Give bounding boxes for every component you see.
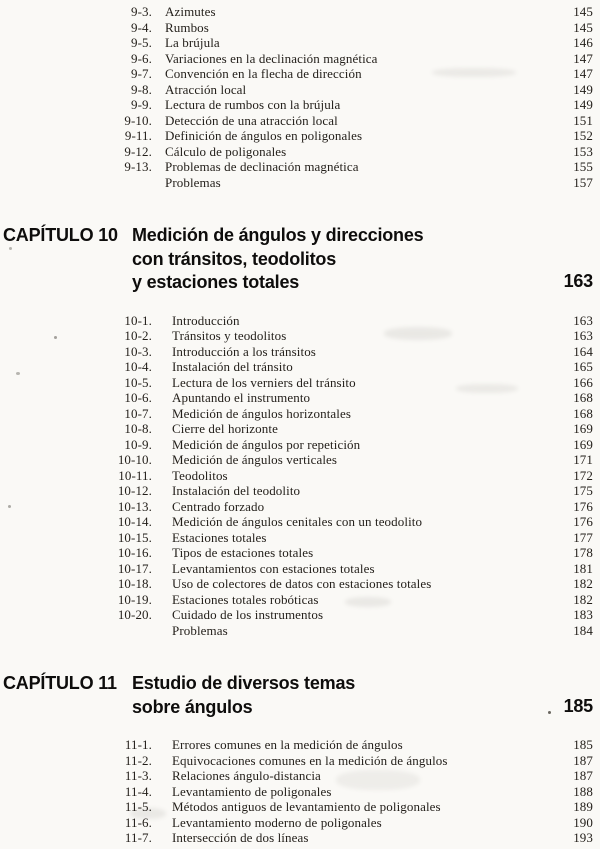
chapter-heading bbox=[0, 224, 600, 295]
section-page-number: 182 bbox=[573, 576, 593, 591]
section-page-number: 171 bbox=[573, 452, 593, 467]
section-title: Centrado forzado bbox=[172, 498, 265, 514]
toc-entry bbox=[0, 359, 600, 375]
toc-entry bbox=[0, 830, 600, 846]
chapter-label: CAPÍTULO 10 bbox=[3, 225, 118, 245]
chapter bbox=[0, 224, 600, 638]
section-title: Estaciones totales bbox=[172, 529, 267, 545]
toc-entry bbox=[0, 799, 600, 815]
toc-entry bbox=[0, 35, 600, 51]
toc-entry bbox=[0, 530, 600, 546]
section-title: La brújula bbox=[165, 35, 220, 50]
section-page-number: 149 bbox=[573, 97, 593, 112]
section-number: 9-12. bbox=[124, 143, 152, 159]
section-number: 10-3. bbox=[124, 343, 152, 359]
toc-entry bbox=[0, 483, 600, 499]
section-page-number: 145 bbox=[573, 19, 593, 35]
section-page-number: 157 bbox=[573, 174, 593, 190]
toc-entry bbox=[0, 390, 600, 406]
section-title: Rumbos bbox=[165, 19, 209, 35]
section-number: 10-16. bbox=[117, 545, 152, 560]
toc-entry bbox=[0, 82, 600, 98]
toc-entry bbox=[0, 452, 600, 468]
section-number: 9-11. bbox=[124, 128, 152, 143]
section-number: 11-4. bbox=[124, 783, 152, 799]
section-title: Detección de una atracción local bbox=[165, 112, 338, 128]
toc-entry bbox=[0, 20, 600, 36]
section-number: 9-5. bbox=[131, 35, 152, 50]
section-title: Problemas bbox=[172, 622, 228, 638]
section-page-number: 147 bbox=[573, 50, 593, 66]
section-number: 9-8. bbox=[131, 81, 152, 97]
section-title: Variaciones en la declinación magnética bbox=[165, 50, 378, 66]
section-title: Apuntando el instrumento bbox=[172, 390, 311, 405]
section-page-number: 149 bbox=[573, 81, 593, 97]
section-title: Cuidado de los instrumentos bbox=[172, 607, 324, 622]
section-number: 9-4. bbox=[131, 19, 152, 35]
section-page-number: 190 bbox=[573, 814, 593, 830]
chapter-title-line: Medición de ángulos y direcciones bbox=[132, 225, 424, 245]
section-list bbox=[0, 313, 600, 639]
section-page-number: 193 bbox=[573, 830, 593, 845]
toc-entry bbox=[0, 437, 600, 453]
section-number: 10-13. bbox=[117, 498, 152, 514]
section-page-number: 145 bbox=[573, 4, 593, 19]
chapter-title-line: con tránsitos, teodolitos bbox=[132, 248, 337, 269]
section-number: 10-19. bbox=[117, 591, 152, 607]
toc-entry bbox=[0, 737, 600, 753]
toc-entry bbox=[0, 328, 600, 344]
section-title: Levantamientos con estaciones totales bbox=[172, 560, 375, 576]
section-number: 11-6. bbox=[124, 814, 152, 830]
toc-entry bbox=[0, 623, 600, 639]
toc-entry bbox=[0, 753, 600, 769]
section-number: 9-7. bbox=[131, 66, 152, 81]
chapter-title bbox=[132, 672, 600, 719]
section-title: Métodos antiguos de levantamiento de poligonales bbox=[172, 799, 441, 814]
section-number: 10-12. bbox=[117, 483, 152, 498]
section-title: Lectura de rumbos con la brújula bbox=[165, 97, 341, 112]
section-title: Medición de ángulos por repetición bbox=[172, 436, 361, 452]
section-number: 10-6. bbox=[124, 390, 152, 405]
toc-entry bbox=[0, 514, 600, 530]
section-page-number: 183 bbox=[573, 607, 593, 622]
section-number: 10-2. bbox=[124, 328, 152, 343]
chapter-heading bbox=[0, 672, 600, 719]
section-page-number: 164 bbox=[573, 343, 593, 359]
section-title: Teodolitos bbox=[172, 467, 228, 483]
section-number: 9-6. bbox=[131, 50, 152, 66]
section-number: 10-1. bbox=[124, 312, 152, 328]
section-page-number: 153 bbox=[573, 143, 593, 159]
section-list bbox=[0, 737, 600, 846]
section-number: 10-7. bbox=[124, 405, 152, 421]
section-number: 11-7. bbox=[124, 830, 152, 845]
toc-entry bbox=[0, 66, 600, 82]
section-number: 11-5. bbox=[124, 799, 152, 814]
section-title: Lectura de los verniers del tránsito bbox=[172, 374, 356, 390]
section-title: Errores comunes en la medición de ángulos bbox=[172, 737, 403, 752]
section-title: Relaciones ángulo-distancia bbox=[172, 768, 321, 783]
section-list bbox=[0, 0, 600, 190]
section-title: Cálculo de poligonales bbox=[165, 143, 287, 159]
section-title: Cierre del horizonte bbox=[172, 421, 278, 436]
section-number: 10-11. bbox=[118, 467, 152, 483]
section-number: 10-17. bbox=[117, 560, 152, 576]
chapter bbox=[0, 0, 600, 190]
toc-entry bbox=[0, 97, 600, 113]
toc-entry bbox=[0, 815, 600, 831]
section-title: Levantamiento de poligonales bbox=[172, 783, 332, 799]
section-page-number: 178 bbox=[573, 545, 593, 560]
section-page-number: 184 bbox=[573, 622, 593, 638]
toc-entry bbox=[0, 545, 600, 561]
toc-entry bbox=[0, 421, 600, 437]
toc-entry bbox=[0, 607, 600, 623]
section-page-number: 166 bbox=[573, 374, 593, 390]
section-page-number: 187 bbox=[573, 768, 593, 783]
chapter-label: CAPÍTULO 11 bbox=[3, 673, 117, 693]
section-page-number: 188 bbox=[573, 783, 593, 799]
section-title: Problemas de declinación magnética bbox=[165, 159, 359, 174]
section-page-number: 155 bbox=[573, 159, 593, 174]
section-page-number: 147 bbox=[573, 66, 593, 81]
chapter-page-number: 185 bbox=[563, 695, 593, 716]
section-page-number: 172 bbox=[573, 467, 593, 483]
section-page-number: 176 bbox=[573, 498, 593, 514]
chapter-title bbox=[132, 224, 600, 295]
section-number: 9-9. bbox=[131, 97, 152, 112]
toc-entry bbox=[0, 144, 600, 160]
section-title: Introducción bbox=[172, 312, 240, 328]
toc-entry bbox=[0, 4, 600, 20]
section-title: Problemas bbox=[165, 174, 221, 190]
section-page-number: 175 bbox=[573, 483, 593, 498]
toc-entry bbox=[0, 499, 600, 515]
toc-entry bbox=[0, 784, 600, 800]
toc-entry bbox=[0, 313, 600, 329]
section-number: 10-4. bbox=[124, 359, 152, 374]
section-title: Tránsitos y teodolitos bbox=[172, 328, 287, 343]
chapter-title-line: sobre ángulos bbox=[132, 696, 253, 717]
toc-entry bbox=[0, 113, 600, 129]
toc-entry bbox=[0, 175, 600, 191]
section-title: Estaciones totales robóticas bbox=[172, 591, 319, 607]
section-page-number: 182 bbox=[573, 591, 593, 607]
section-page-number: 181 bbox=[573, 560, 593, 576]
section-page-number: 163 bbox=[573, 312, 593, 328]
section-number: 10-18. bbox=[117, 576, 152, 591]
toc-entry bbox=[0, 344, 600, 360]
section-number: 11-1. bbox=[124, 737, 152, 752]
section-page-number: 185 bbox=[573, 737, 593, 752]
section-title: Convención en la flecha de dirección bbox=[165, 66, 362, 81]
section-page-number: 189 bbox=[573, 799, 593, 814]
section-number: 10-14. bbox=[117, 514, 152, 529]
toc-entry bbox=[0, 576, 600, 592]
section-number: 10-10. bbox=[117, 452, 152, 467]
section-title: Medición de ángulos cenitales con un teodolito bbox=[172, 514, 423, 529]
section-number: 9-10. bbox=[124, 112, 152, 128]
toc-entry bbox=[0, 592, 600, 608]
toc-entry bbox=[0, 406, 600, 422]
chapter-page-number: 163 bbox=[563, 271, 593, 291]
section-title: Instalación del tránsito bbox=[172, 359, 293, 374]
section-title: Introducción a los tránsitos bbox=[172, 343, 316, 359]
section-title: Intersección de dos líneas bbox=[172, 830, 309, 845]
section-title: Uso de colectores de datos con estaciones totales bbox=[172, 576, 432, 591]
section-page-number: 187 bbox=[573, 752, 593, 768]
section-page-number: 176 bbox=[573, 514, 593, 529]
section-number: 9-3. bbox=[131, 4, 152, 19]
section-number: 11-2. bbox=[124, 752, 152, 768]
section-page-number: 151 bbox=[573, 112, 593, 128]
section-title: Medición de ángulos horizontales bbox=[172, 405, 352, 421]
section-title: Azimutes bbox=[165, 4, 216, 19]
section-title: Tipos de estaciones totales bbox=[172, 545, 314, 560]
section-page-number: 168 bbox=[573, 390, 593, 405]
section-number: 10-9. bbox=[124, 436, 152, 452]
section-number: 10-8. bbox=[124, 421, 152, 436]
section-number: 10-15. bbox=[117, 529, 152, 545]
toc-entry bbox=[0, 128, 600, 144]
section-page-number: 165 bbox=[573, 359, 593, 374]
section-title: Levantamiento moderno de poligonales bbox=[172, 814, 382, 830]
toc-entry bbox=[0, 768, 600, 784]
section-number: 11-3. bbox=[124, 768, 152, 783]
toc-entry bbox=[0, 561, 600, 577]
section-title: Atracción local bbox=[165, 81, 247, 97]
chapter-title-line: y estaciones totales bbox=[132, 272, 300, 292]
section-number: 10-5. bbox=[124, 374, 152, 390]
toc-entry bbox=[0, 159, 600, 175]
toc-entry bbox=[0, 468, 600, 484]
section-page-number: 146 bbox=[573, 35, 593, 50]
section-title: Medición de ángulos verticales bbox=[172, 452, 338, 467]
section-page-number: 152 bbox=[573, 128, 593, 143]
section-page-number: 169 bbox=[573, 421, 593, 436]
section-page-number: 163 bbox=[573, 328, 593, 343]
chapter-title-line: Estudio de diversos temas bbox=[132, 673, 356, 693]
section-number: 10-20. bbox=[117, 607, 152, 622]
toc-entry bbox=[0, 375, 600, 391]
section-title: Definición de ángulos en poligonales bbox=[165, 128, 363, 143]
section-title: Instalación del teodolito bbox=[172, 483, 301, 498]
toc-entry bbox=[0, 51, 600, 67]
section-title: Equivocaciones comunes en la medición de ángulos bbox=[172, 752, 448, 768]
chapter bbox=[0, 672, 600, 846]
section-number: 9-13. bbox=[124, 159, 152, 174]
section-page-number: 169 bbox=[573, 436, 593, 452]
section-page-number: 177 bbox=[573, 529, 593, 545]
section-page-number: 168 bbox=[573, 405, 593, 421]
